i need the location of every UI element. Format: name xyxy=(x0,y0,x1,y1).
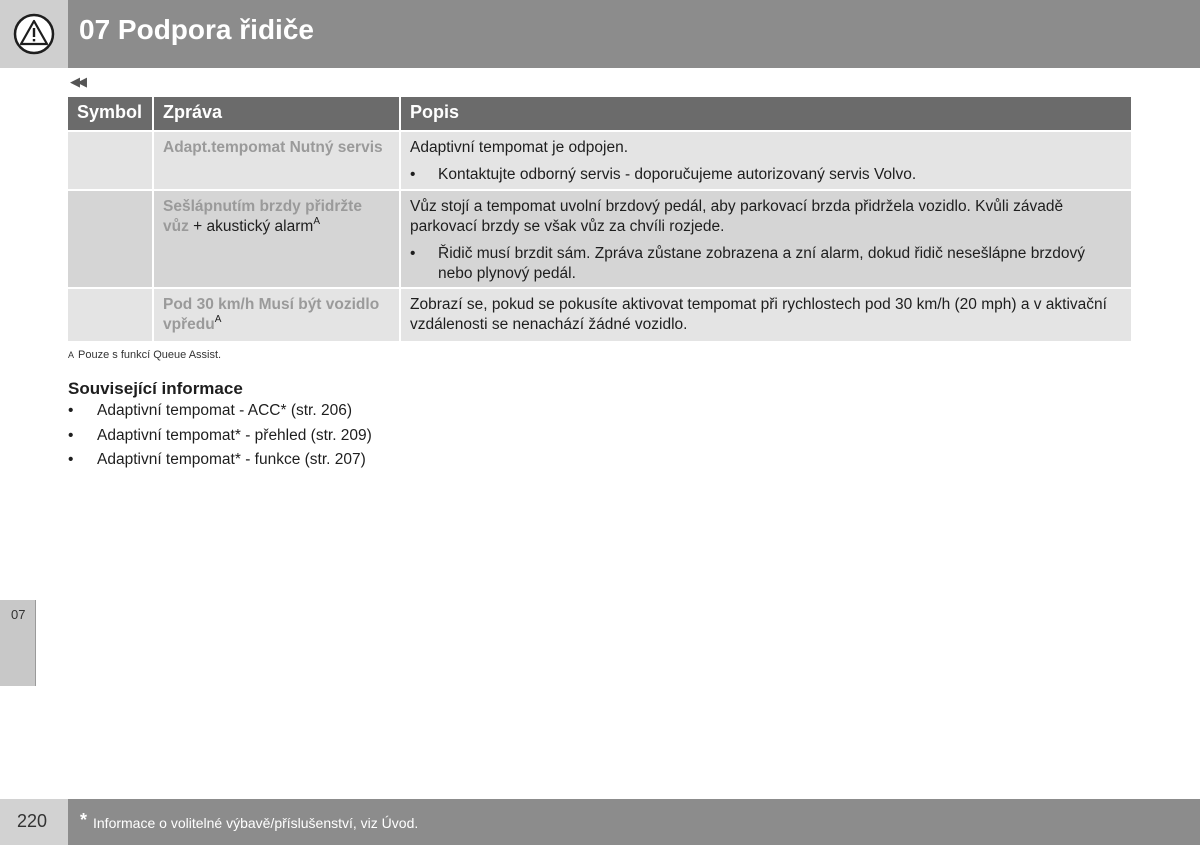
table-header-row xyxy=(68,97,1131,130)
double-chevron-left-icon[interactable]: ◀◀ xyxy=(70,74,84,89)
footnote-marker: A xyxy=(214,313,222,325)
symbol-cell xyxy=(68,132,152,189)
related-info-list xyxy=(68,399,372,473)
description-cell xyxy=(401,191,1131,287)
column-header-symbol: Symbol xyxy=(68,97,152,130)
table-row xyxy=(68,191,1131,287)
footnote-marker: A xyxy=(313,215,320,227)
related-link[interactable]: Adaptivní tempomat - ACC* (str. 206) xyxy=(97,402,352,420)
footnote-text: Pouze s funkcí Queue Assist. xyxy=(78,349,222,361)
bullet-icon: • xyxy=(68,451,74,469)
symbol-cell xyxy=(68,289,152,341)
column-header-message: Zpráva xyxy=(154,97,399,130)
message-cell xyxy=(154,191,399,287)
list-item[interactable] xyxy=(68,424,372,449)
list-item[interactable] xyxy=(68,448,372,473)
related-link[interactable]: Adaptivní tempomat* - přehled (str. 209) xyxy=(97,426,372,444)
related-info-heading: Související informace xyxy=(68,379,243,398)
page-number: 220 xyxy=(17,811,48,831)
description-cell xyxy=(401,289,1131,341)
asterisk-icon: * xyxy=(80,810,88,830)
description-cell xyxy=(401,132,1131,189)
list-item[interactable] xyxy=(68,399,372,424)
description-text: Zobrazí se, pokud se pokusíte aktivovat tempomat při rychlostech pod 30 km/h (20 mph) a v aktivační vzdálenosti se nenachází žádné vozidlo. xyxy=(410,296,1107,333)
description-text: Adaptivní tempomat je odpojen. xyxy=(410,139,628,156)
message-table xyxy=(68,97,1131,341)
description-bullet xyxy=(410,244,1122,284)
bullet-text: Řidič musí brzdit sám. Zpráva zůstane zobrazena a zní alarm, dokud řidič nesešlápne brzdový nebo plynový pedál. xyxy=(438,245,1085,282)
page-title: 07 Podpora řidiče xyxy=(79,14,314,45)
description-bullet xyxy=(410,165,1122,185)
bullet-icon: • xyxy=(68,402,74,420)
bullet-icon: • xyxy=(68,426,74,444)
chapter-tab-label: 07 xyxy=(11,607,26,622)
table-row xyxy=(68,289,1131,341)
footer-note: Informace o volitelné výbavě/příslušenství, viz Úvod. xyxy=(93,815,419,831)
message-text: Sešlápnutím brzdy přidržte vůz xyxy=(163,198,362,235)
footnote-mark: A xyxy=(68,350,75,360)
bullet-icon: • xyxy=(410,245,416,262)
message-text: Pod 30 km/h Musí být vozidlo vpředu xyxy=(163,296,380,333)
bullet-icon: • xyxy=(410,166,416,183)
message-cell xyxy=(154,289,399,341)
table-footnote xyxy=(68,349,221,361)
table-row xyxy=(68,132,1131,189)
description-text: Vůz stojí a tempomat uvolní brzdový pedál, aby parkovací brzda přidržela vozidlo. Kvůli závadě parkovací brzdy se však vůz za chvíli rozjede. xyxy=(410,198,1064,235)
bullet-text: Kontaktujte odborný servis - doporučujeme autorizovaný servis Volvo. xyxy=(438,166,917,183)
message-cell xyxy=(154,132,399,189)
column-header-description: Popis xyxy=(401,97,1131,130)
message-text: Adapt.tempomat Nutný servis xyxy=(163,139,383,156)
warning-triangle-icon xyxy=(13,13,55,55)
symbol-cell xyxy=(68,191,152,287)
message-extra-text: + akustický alarm xyxy=(188,218,314,235)
related-link[interactable]: Adaptivní tempomat* - funkce (str. 207) xyxy=(97,451,366,469)
